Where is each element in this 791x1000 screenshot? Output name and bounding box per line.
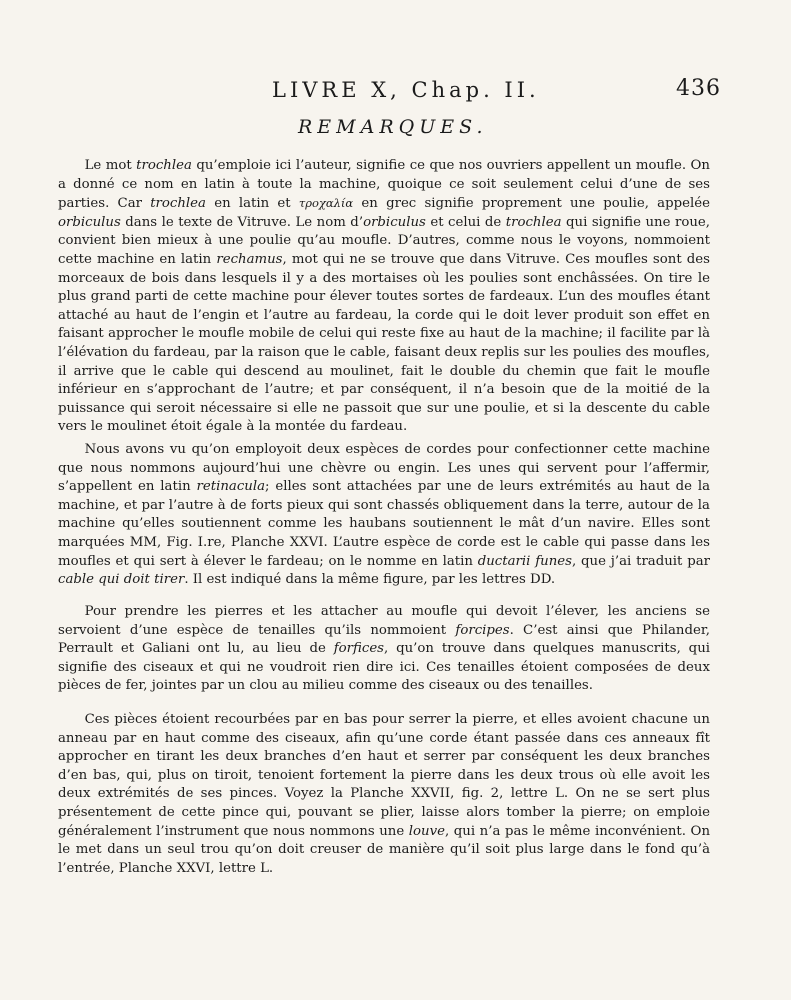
text-run: et celui de — [425, 214, 506, 230]
text-run: Nous avons vu qu’on employoit deux espèces de cordes pour confectionner cette machine que nous nommons aujourd’hui une chèvre ou engin. Les unes qui servent pour l’affermir, s’appellent en latin — [58, 442, 710, 495]
text-run: . Il est indiqué dans la même figure, par les lettres DD. — [184, 572, 556, 588]
italic-term: trochlea — [505, 214, 562, 230]
text-run: , qui n’a pas le même inconvénient. On le met dans un seul trou qu’on doit creuser de manière qu’il soit plus large dans le fond qu’à l’entrée, Planche XXVI, lettre L. — [58, 823, 711, 876]
text-run: . C’est ainsi que Philander, Perrault et Galiani ont lu, au lieu de — [58, 622, 710, 657]
italic-term: retinacula — [196, 479, 266, 495]
text-run: , qu’on trouve dans quelques manuscrits, qui signifie des ciseaux et qui ne voudroit rien dire ici. Ces tenailles étoient composées de deux pièces de fer, jointes par un clou au milieu comme des ciseaux ou des tenailles. — [58, 641, 711, 694]
text-run: qui signifie une roue, convient bien mieux à une poulie qu’au moufle. D’autres, comme nous le voyons, nommoient cette machine en latin — [58, 214, 710, 267]
text-run: , que j’ai traduit par — [571, 553, 711, 569]
text-run: Le mot — [84, 158, 137, 173]
page-number: 436 — [676, 76, 721, 101]
text-run: en grec signifie proprement une poulie, appelée — [353, 196, 710, 212]
text-run: ; elles sont attachées par une de leurs extrémités au haut de la machine, et par l’autre à de forts pieux qui sont chassés obliquement dans la terre, autour de la machine qu’elles soutiennent comme les haubans soutiennent le mât d’un navire. Elles sont marquées MM, Fig. I.re, Planche XXVI. L’autre espèce de corde est le cable qui passe dans les moufles et qui sert à élever le fardeau; on le nomme en latin — [58, 479, 710, 569]
text-run: en latin et — [205, 196, 299, 212]
italic-term: trochlea — [136, 158, 192, 173]
running-head — [0, 72, 791, 108]
running-title: LIVRE X, Chap. II. — [272, 78, 540, 102]
paragraph — [58, 603, 710, 696]
italic-term: forfices — [333, 641, 385, 657]
text-run: qu’emploie ici l’auteur, signifie ce que nos ouvriers appellent un moufle. On a donné ce nom en latin à toute la machine, quoique ce soit seulement celui d’une de ses parties. Car — [58, 158, 710, 212]
italic-term: orbiculus — [58, 214, 121, 230]
paragraph — [58, 157, 710, 437]
italic-term: forcipes — [455, 622, 510, 638]
greek-term: τροχαλία — [298, 196, 354, 211]
italic-term: trochlea — [150, 196, 206, 212]
paragraph — [58, 441, 710, 590]
italic-term: cable qui doit tirer — [58, 572, 185, 588]
text-run: Ces pièces étoient recourbées par en bas pour serrer la pierre, et elles avoient chacune un anneau par en haut comme des ciseaux, afin qu’une corde étant passée dans ces anneaux fît approcher en tirant les deux branches d’en haut et serrer par conséquent les deux branches d’en bas, qui, plus on tiroit, tenoient fortement la pierre dans les deux trous où elle avoit les deux extrémités de ses pinces. Voyez la Planche XXVII, fig. 2, lettre L. On ne se sert plus présentement de cette pince qui, pouvant se plier, laisse alors tomber la pierre; on emploie généralement l’instrument que nous nommons une — [58, 712, 710, 839]
text-run: , mot qui ne se trouve que dans Vitruve. Ces moufles sont des morceaux de bois dans lesquels il y a des mortaises où les poulies sont enchâssées. On tire le plus grand parti de cette machine pour élever toutes sortes de fardeaux. L’un des moufles étant attaché au haut de l’engin et l’autre au fardeau, la corde qui le doit lever produit son effet en faisant approcher le moufle mobile de celui qui reste fixe au haut de la machine; il facilite par là l’élévation du fardeau, par la raison que le cable, faisant deux replis sur les poulies des moufles, il arrive que le cable qui descend au moulinet, fait le double du chemin que fait le moufle inférieur en s’approchant de l’autre; et par conséquent, il n’a besoin que de la moitié de la puissance qui seroit nécessaire si elle ne passoit que sur une poulie, et si la descente du cable vers le moulinet étoit égale à la montée du fardeau. — [58, 251, 710, 435]
section-title: REMARQUES. — [298, 116, 488, 138]
text-run: Pour prendre les pierres et les attacher au moufle qui devoit l’élever, les anciens se servoient d’une espèce de tenailles qu’ils nommoient — [58, 604, 710, 638]
italic-term: rechamus — [216, 251, 283, 267]
italic-term: louve — [408, 823, 445, 839]
paragraph — [58, 711, 710, 878]
italic-term: ductarii funes — [477, 553, 572, 569]
text-run: dans le texte de Vitruve. Le nom d’ — [120, 214, 364, 230]
italic-term: orbiculus — [363, 214, 426, 230]
